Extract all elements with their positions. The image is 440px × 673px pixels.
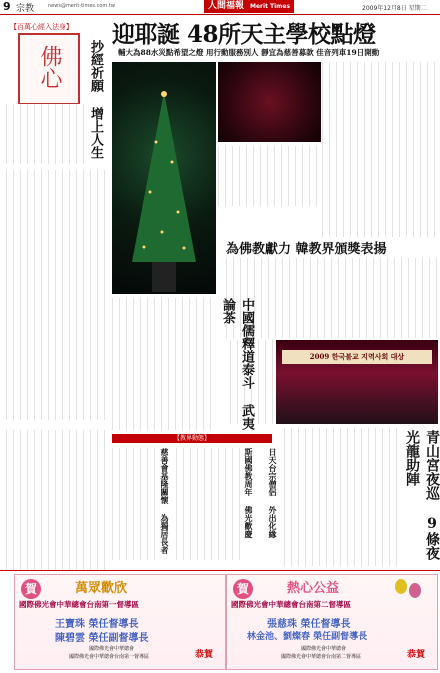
china-article-text [112,298,212,430]
buddha-stamp [18,33,80,105]
korea-headline: 為佛教獻力 韓教界頒獎表揚 [226,242,387,257]
masthead-title: 人間福報 [208,1,245,11]
ad-organization: 國際佛光會中華總會台南第二督導區 [231,600,351,609]
stage-banner: 2009 한국불교 지역사회 대상 [282,350,432,364]
korea-article-text [226,258,438,338]
education-text [112,448,156,560]
china-headline: 中國儒釋道泰斗 武夷論茶 [220,298,254,430]
christmas-tree-photo [112,62,216,294]
ad-seal: 恭賀 [195,650,214,660]
ad-slogan: 萬眾歡欣 [75,581,128,596]
balloon-icon [409,583,421,598]
congrats-ad-1 [14,574,226,670]
ad-organization: 國際佛光會中華總會台南第一督導區 [19,600,139,609]
left-column-tag: 【百萬心經入法身】 [10,23,73,31]
lantern-headline: 青山宮夜巡 9條夜光龍助陣 [404,430,440,560]
education-item-2: 斯國佛教周年 佛光歡慶 [244,448,254,538]
ad-name-line: 陳碧雲 榮任副督導長 [55,633,149,644]
ad-footer: 國際佛光會中華總會 [301,646,347,652]
issue-date: 2009年12月8日 星期二 [362,5,427,12]
congrats-ad-2 [226,574,438,670]
korea-award-photo [276,340,438,424]
ad-name-line: 王寶珠 榮任督導長 [55,619,139,630]
left-article-text [6,104,84,164]
candle-ceremony-photo [218,62,321,142]
main-article-text [322,62,436,237]
ad-name-line: 林金池、劉燦春 榮任副督導長 [247,632,368,642]
section-name: 宗教 [16,4,35,14]
page-number: 9 [3,0,11,13]
ad-footer: 國際佛光會中華總會 [89,646,135,652]
ad-slogan: 熱心公益 [287,581,340,596]
ad-divider [0,570,440,571]
education-item-3: 日天台宗僧侶 外出化緣 [268,448,278,538]
section-email: news@merit-times.com.tw [48,3,115,9]
left-article-text [6,170,110,420]
left-column-title: 抄經祈願 增上人生 [88,40,103,159]
main-headline: 迎耶誕 48所天主學校點燈 [112,21,376,48]
ad-footer: 國際佛光會中華總會台南第一督導區 [69,654,150,660]
masthead-english: Merit Times [250,3,291,10]
christmas-tree-icon [112,62,216,294]
balloon-icon [395,579,407,594]
stamp-lettering: 佛心 [37,45,62,89]
education-text [176,448,240,560]
ad-he-badge: 賀 [233,579,253,599]
education-item-1: 慈善會基隆關懷 為獨居長者 [160,448,170,554]
ad-name-line: 張慈珠 榮任督導長 [267,619,351,630]
photo-caption [218,146,321,206]
main-subhead: 輔大為88水災點希望之燈 用行動服務別人 靜宜為慈善募款 佳音列車19日開動 [118,48,380,57]
ad-he-badge: 賀 [21,579,41,599]
masthead-logo [204,0,294,13]
lantern-article-text [284,428,398,566]
left-article-text [6,430,110,570]
education-tag: 【教界動態】 [112,434,272,443]
ad-seal: 恭賀 [407,650,426,660]
ad-footer: 國際佛光會中華總會台南第二督導區 [281,654,362,660]
